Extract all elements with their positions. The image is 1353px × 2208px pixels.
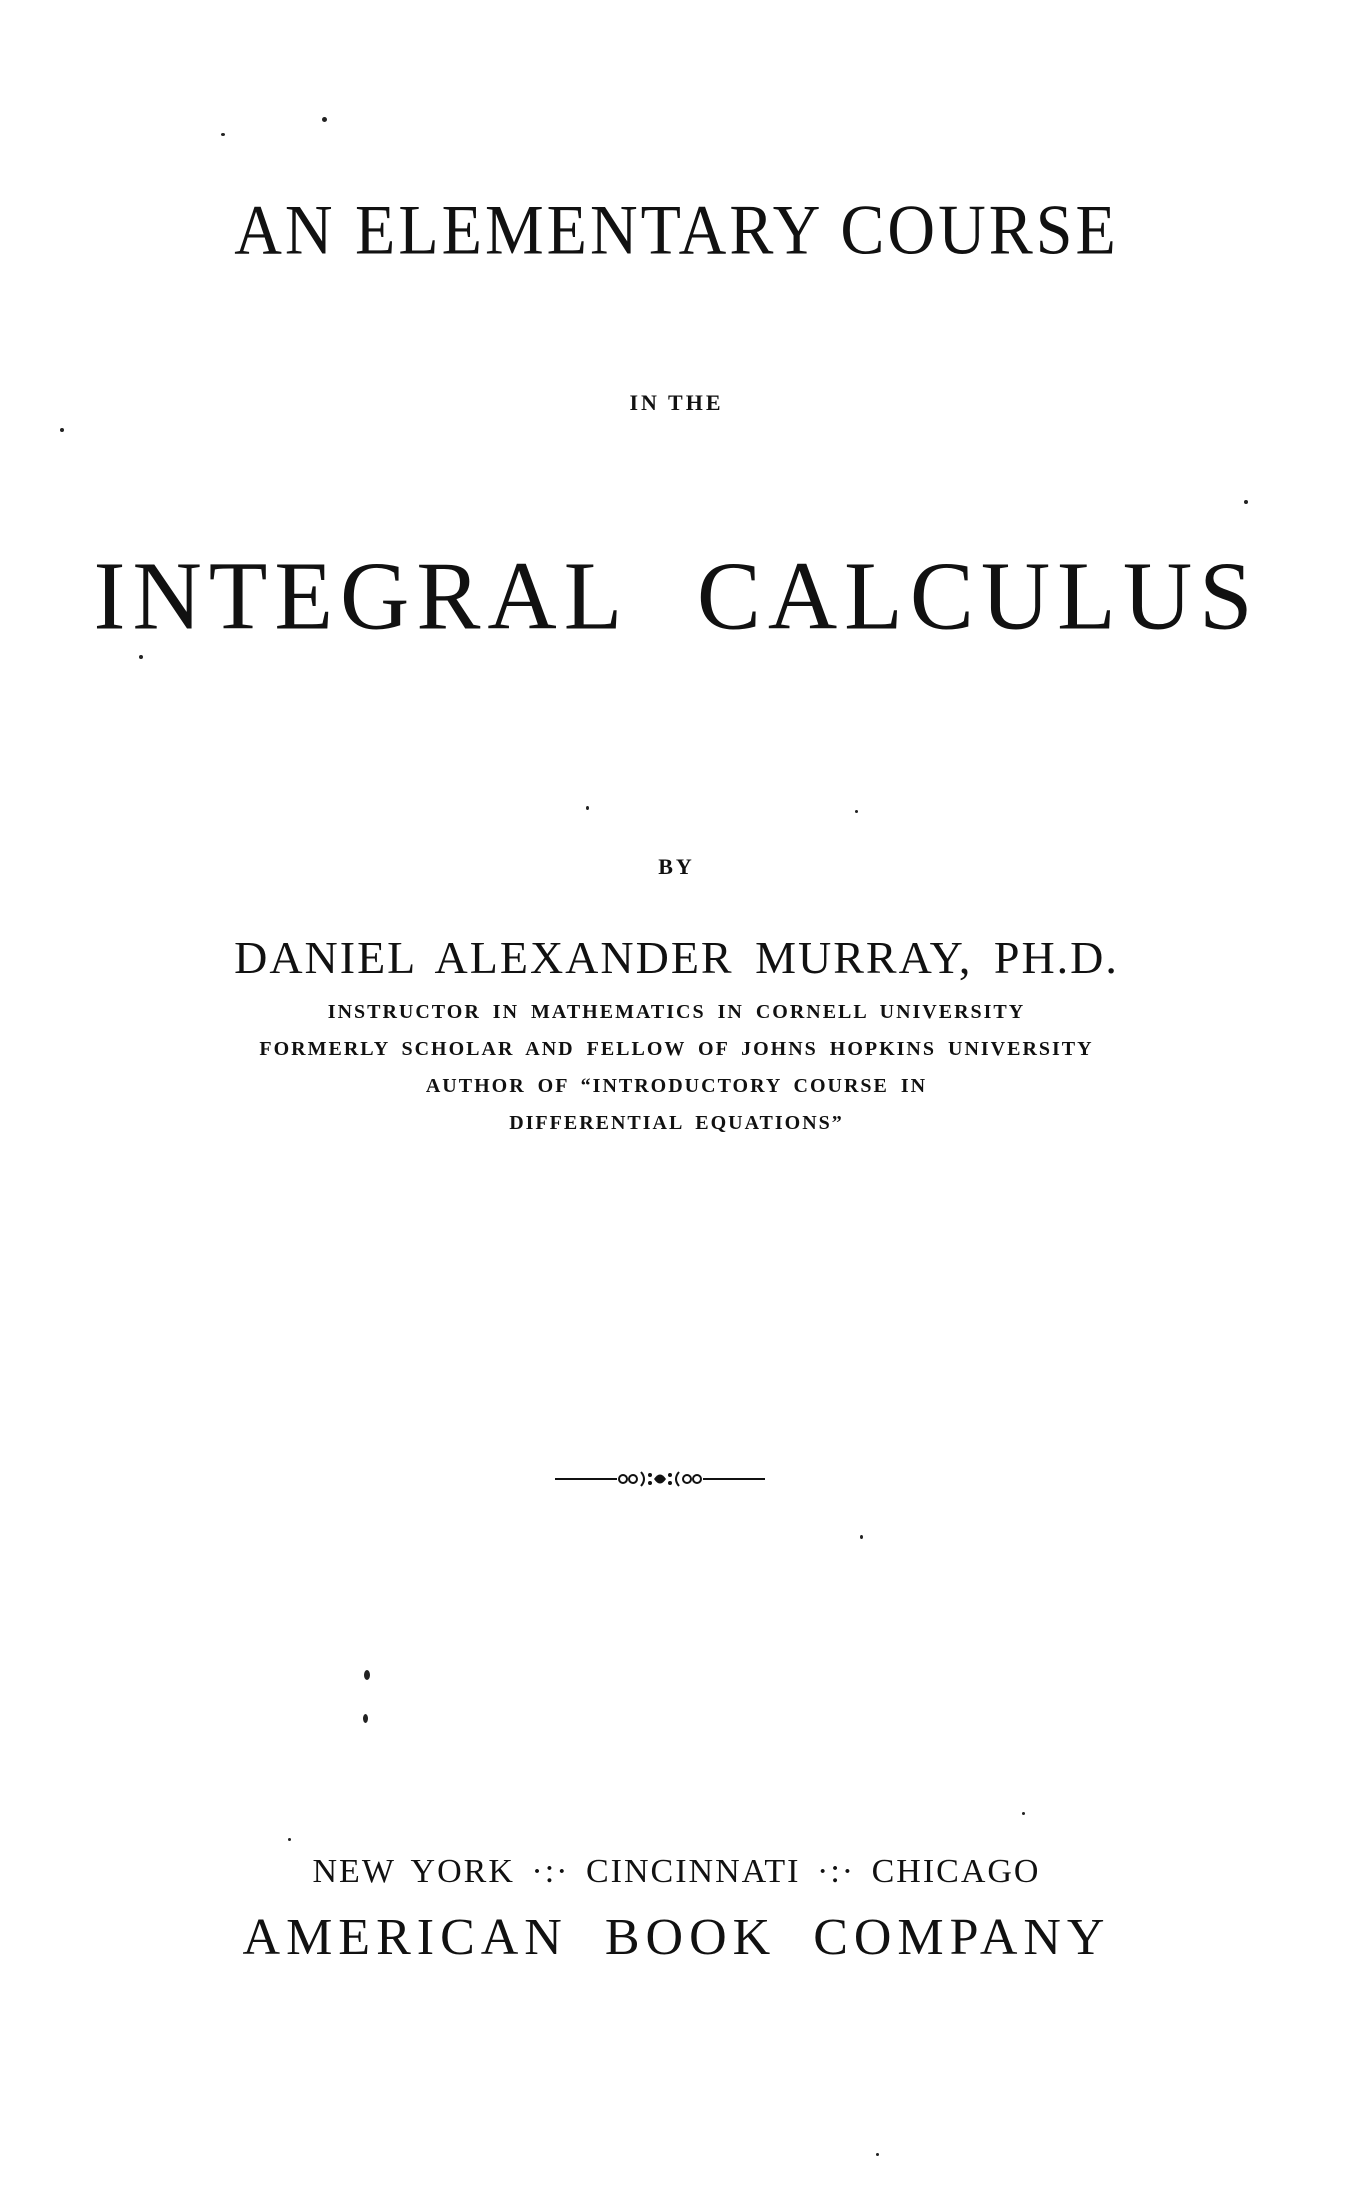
scan-speck — [60, 428, 64, 432]
scan-speck — [1244, 500, 1248, 504]
title-line-1: AN ELEMENTARY COURSE — [234, 191, 1119, 270]
author-credential-4: DIFFERENTIAL EQUATIONS” — [509, 1112, 844, 1134]
title-line-3: INTEGRAL CALCULUS — [93, 540, 1260, 651]
scan-speck — [876, 2153, 879, 2156]
scan-speck — [855, 810, 858, 813]
author-credential-3: AUTHOR OF “INTRODUCTORY COURSE IN — [425, 1075, 928, 1097]
scan-speck — [322, 117, 327, 122]
author-credential-1: INSTRUCTOR IN MATHEMATICS IN CORNELL UNIVERSITY — [327, 1001, 1026, 1023]
scan-speck — [139, 655, 143, 659]
scan-speck — [221, 133, 225, 136]
scan-speck — [363, 1714, 368, 1723]
decorative-rule-icon — [555, 1464, 765, 1494]
by-line: BY — [658, 854, 695, 879]
title-line-2: IN THE — [629, 390, 724, 415]
author-name: DANIEL ALEXANDER MURRAY, PH.D. — [234, 932, 1119, 983]
scan-speck — [860, 1535, 863, 1539]
imprint-publisher: AMERICAN BOOK COMPANY — [242, 1909, 1111, 1966]
author-credential-2: FORMERLY SCHOLAR AND FELLOW OF JOHNS HOPKINS UNIVERSITY — [259, 1038, 1094, 1060]
scan-speck — [364, 1670, 370, 1680]
scan-speck — [586, 806, 589, 810]
scan-speck — [288, 1838, 291, 1841]
scan-speck — [1022, 1812, 1025, 1815]
imprint-cities: NEW YORK ·:· CINCINNATI ·:· CHICAGO — [312, 1853, 1041, 1890]
